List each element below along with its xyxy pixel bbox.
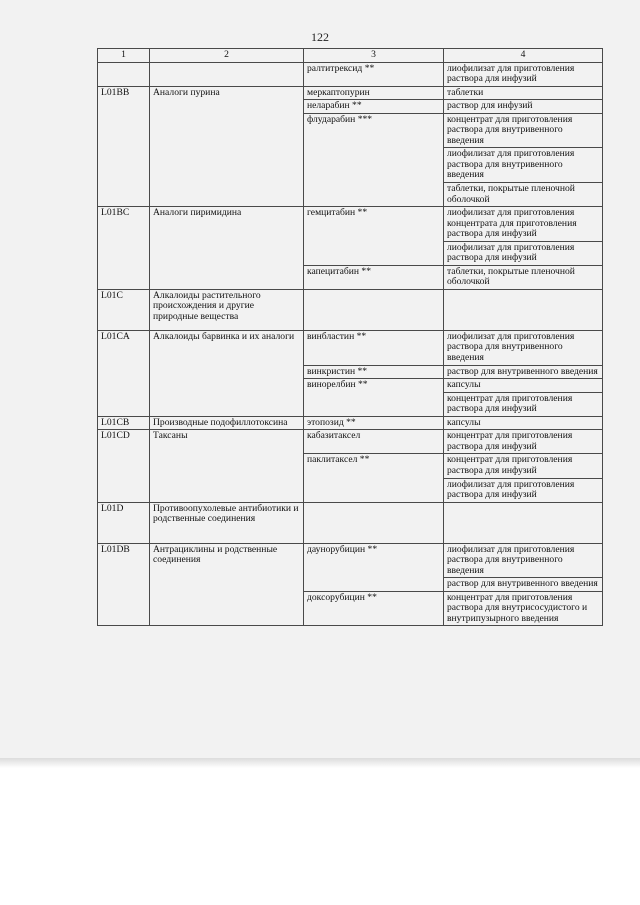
dosage-form-cell: лиофилизат для приготовления раствора для инфузий (444, 478, 603, 502)
atc-code-cell: L01CA (98, 330, 150, 365)
atc-code-cell: L01DB (98, 543, 150, 578)
group-cell: Аналоги пурина (150, 86, 304, 100)
table-row (98, 454, 603, 478)
table-row (98, 330, 603, 365)
atc-code-cell (98, 100, 150, 114)
atc-code-cell (98, 392, 150, 416)
group-cell (150, 591, 304, 626)
group-cell (150, 100, 304, 114)
drug-name-cell: этопозид ** (304, 416, 444, 430)
dosage-form-cell: капсулы (444, 379, 603, 393)
table-row (98, 241, 603, 265)
drug-name-cell: винорелбин ** (304, 379, 444, 393)
dosage-form-cell: концентрат для приготовления раствора для инфузий (444, 430, 603, 454)
dosage-form-cell: таблетки, покрытые пленочной оболочкой (444, 183, 603, 207)
atc-code-cell (98, 591, 150, 626)
drug-name-cell: даунорубицин ** (304, 543, 444, 578)
table-row (98, 113, 603, 148)
atc-code-cell (98, 113, 150, 148)
group-cell (150, 478, 304, 502)
atc-code-cell (98, 265, 150, 289)
drug-name-cell: меркаптопурин (304, 86, 444, 100)
atc-code-cell (98, 241, 150, 265)
dosage-form-cell: раствор для внутривенного введения (444, 578, 603, 592)
drug-name-cell (304, 289, 444, 330)
atc-code-cell: L01CD (98, 430, 150, 454)
drug-name-cell (304, 183, 444, 207)
table-row (98, 543, 603, 578)
group-cell (150, 265, 304, 289)
dosage-form-cell (444, 289, 603, 330)
atc-code-cell (98, 578, 150, 592)
header-cell: 3 (304, 49, 444, 63)
group-cell (150, 62, 304, 86)
page-number: 122 (311, 30, 329, 44)
dosage-form-cell: лиофилизат для приготовления раствора для внутривенного введения (444, 148, 603, 183)
table-row (98, 207, 603, 242)
group-cell (150, 113, 304, 148)
drug-name-cell (304, 502, 444, 543)
dosage-form-cell: лиофилизат для приготовления концентрата для приготовления раствора для инфузий (444, 207, 603, 242)
drug-name-cell: ралтитрексид ** (304, 62, 444, 86)
drug-classification-table (97, 48, 603, 626)
header-cell: 2 (150, 49, 304, 63)
dosage-form-cell: раствор для внутривенного введения (444, 365, 603, 379)
drug-name-cell: паклитаксел ** (304, 454, 444, 478)
dosage-form-cell (444, 502, 603, 543)
group-cell (150, 379, 304, 393)
drug-name-cell (304, 478, 444, 502)
table-row (98, 430, 603, 454)
drug-name-cell: флударабин *** (304, 113, 444, 148)
group-cell: Антрациклины и родственные соединения (150, 543, 304, 578)
group-cell: Алкалоиды растительного происхождения и другие природные вещества (150, 289, 304, 330)
table-row (98, 148, 603, 183)
atc-code-cell (98, 478, 150, 502)
drug-name-cell (304, 148, 444, 183)
dosage-form-cell: лиофилизат для приготовления раствора для внутривенного введения (444, 330, 603, 365)
table-row (98, 265, 603, 289)
drug-name-cell: неларабин ** (304, 100, 444, 114)
drug-name-cell: капецитабин ** (304, 265, 444, 289)
dosage-form-cell: концентрат для приготовления раствора для инфузий (444, 454, 603, 478)
atc-code-cell: L01D (98, 502, 150, 543)
group-cell: Алкалоиды барвинка и их аналоги (150, 330, 304, 365)
table-row (98, 478, 603, 502)
drug-name-cell: винкристин ** (304, 365, 444, 379)
atc-code-cell (98, 454, 150, 478)
dosage-form-cell: концентрат для приготовления раствора для внутривенного введения (444, 113, 603, 148)
page-edge (0, 758, 640, 768)
table-row (98, 392, 603, 416)
atc-code-cell (98, 365, 150, 379)
table-header-row (98, 49, 603, 63)
dosage-form-cell: капсулы (444, 416, 603, 430)
table-row (98, 416, 603, 430)
group-cell (150, 183, 304, 207)
table-row (98, 502, 603, 543)
group-cell: Производные подофиллотоксина (150, 416, 304, 430)
table-row (98, 591, 603, 626)
group-cell (150, 578, 304, 592)
header-cell: 4 (444, 49, 603, 63)
drug-name-cell: доксорубицин ** (304, 591, 444, 626)
table-row (98, 183, 603, 207)
atc-code-cell: L01BB (98, 86, 150, 100)
dosage-form-cell: таблетки (444, 86, 603, 100)
header-cell: 1 (98, 49, 150, 63)
group-cell (150, 148, 304, 183)
drug-name-cell (304, 241, 444, 265)
dosage-form-cell: концентрат для приготовления раствора для внутрисосудистого и внутрипузырного введения (444, 591, 603, 626)
atc-code-cell: L01CB (98, 416, 150, 430)
drug-name-cell: гемцитабин ** (304, 207, 444, 242)
dosage-form-cell: лиофилизат для приготовления раствора для инфузий (444, 62, 603, 86)
drug-name-cell: винбластин ** (304, 330, 444, 365)
atc-code-cell (98, 183, 150, 207)
drug-name-cell (304, 392, 444, 416)
group-cell: Аналоги пиримидина (150, 207, 304, 242)
table-row (98, 379, 603, 393)
dosage-form-cell: лиофилизат для приготовления раствора для инфузий (444, 241, 603, 265)
table-row (98, 578, 603, 592)
dosage-form-cell: концентрат для приготовления раствора для инфузий (444, 392, 603, 416)
group-cell: Противоопухолевые антибиотики и родственные соединения (150, 502, 304, 543)
table-row (98, 289, 603, 330)
dosage-form-cell: лиофилизат для приготовления раствора для внутривенного введения (444, 543, 603, 578)
table-row (98, 86, 603, 100)
dosage-form-cell: раствор для инфузий (444, 100, 603, 114)
atc-code-cell (98, 379, 150, 393)
atc-code-cell (98, 148, 150, 183)
drug-name-cell (304, 578, 444, 592)
atc-code-cell (98, 62, 150, 86)
atc-code-cell: L01BC (98, 207, 150, 242)
dosage-form-cell: таблетки, покрытые пленочной оболочкой (444, 265, 603, 289)
group-cell (150, 241, 304, 265)
group-cell: Таксаны (150, 430, 304, 454)
group-cell (150, 365, 304, 379)
group-cell (150, 454, 304, 478)
table-row (98, 100, 603, 114)
table-row (98, 62, 603, 86)
group-cell (150, 392, 304, 416)
drug-name-cell: кабазитаксел (304, 430, 444, 454)
atc-code-cell: L01C (98, 289, 150, 330)
table-row (98, 365, 603, 379)
